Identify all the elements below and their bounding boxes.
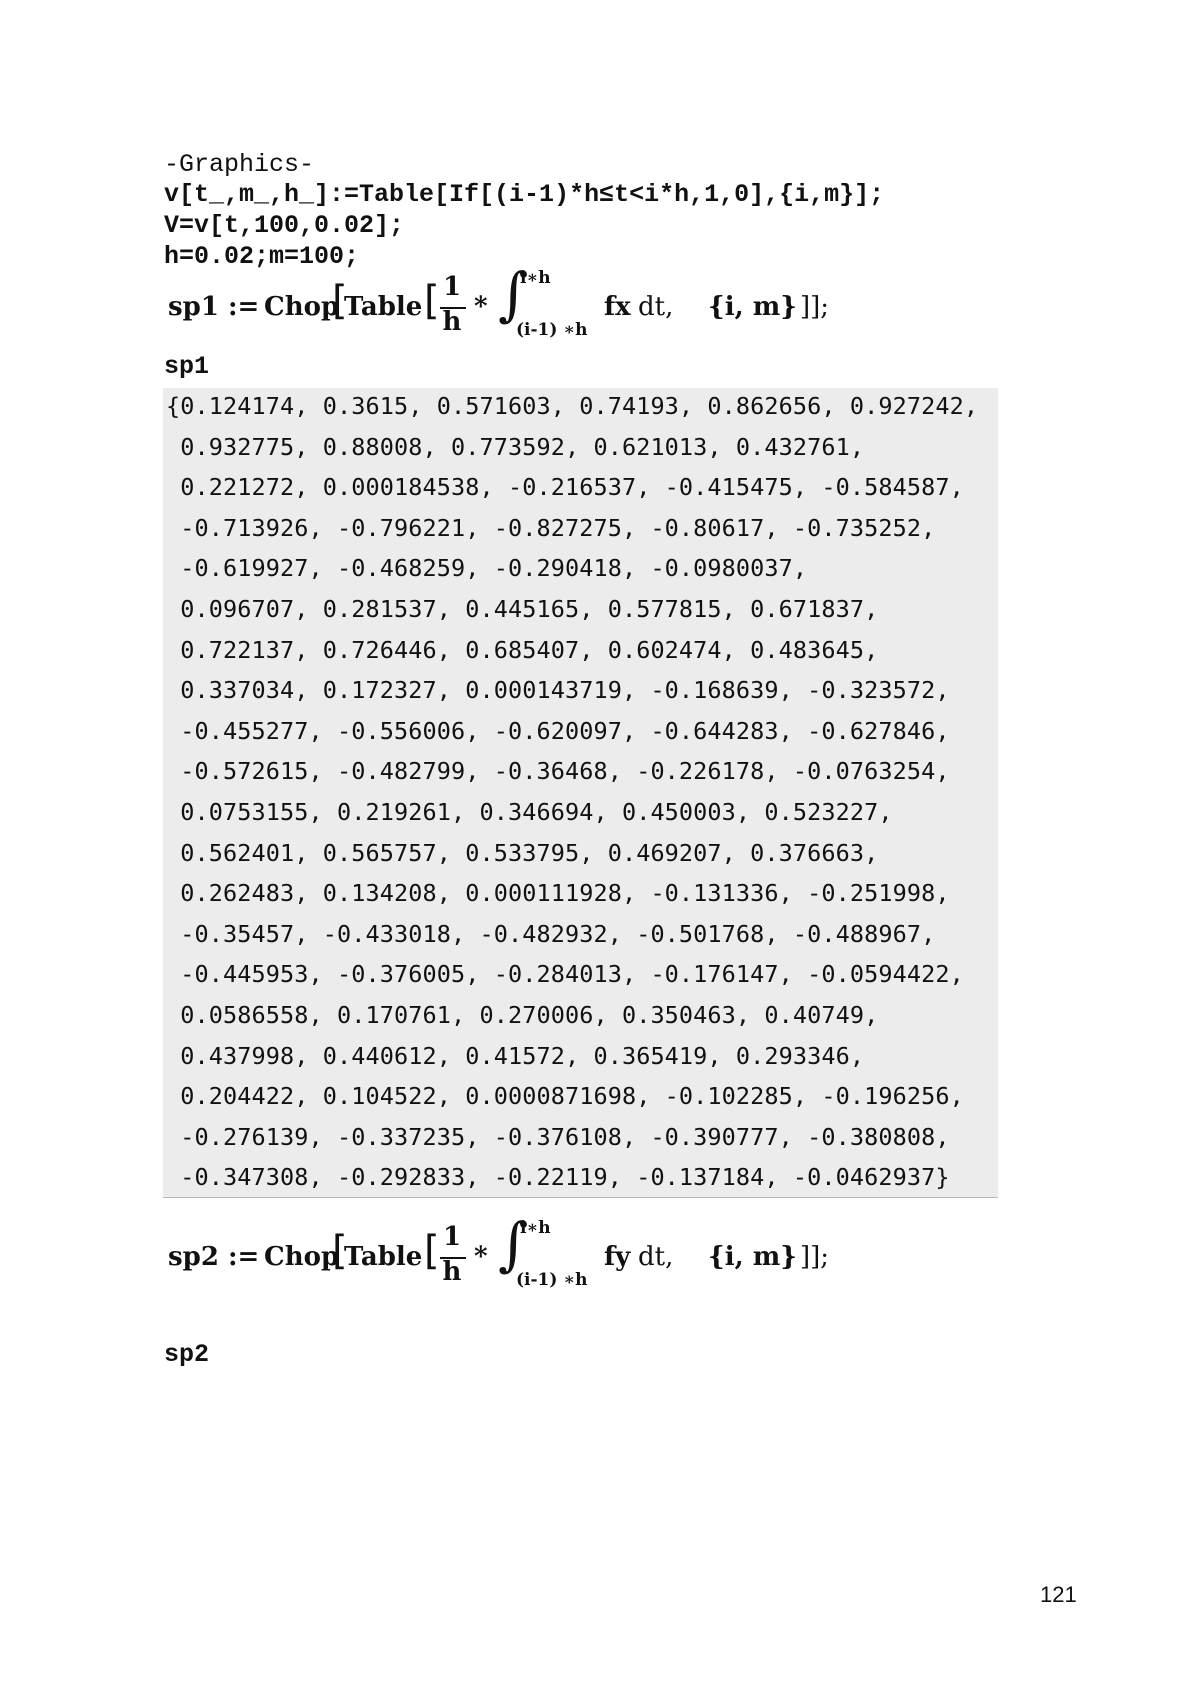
code-line-set-h-m: h=0.02;m=100; xyxy=(164,242,360,271)
integrand-fx: fx xyxy=(604,292,631,322)
sp1-output-line: 0.204422, 0.104522, 0.0000871698, -0.102285, -0.196256, xyxy=(166,1082,964,1111)
chop-function: Chop xyxy=(264,292,340,322)
sp1-output-line: -0.445953, -0.376005, -0.284013, -0.176147, -0.0594422, xyxy=(166,960,964,989)
integral-lower-limit: (i-1) ∗h xyxy=(516,320,588,340)
sp1-output-line: -0.572615, -0.482799, -0.36468, -0.226178, -0.0763254, xyxy=(166,757,950,786)
chop-function: Chop xyxy=(264,1242,340,1272)
sp1-output-line: 0.0586558, 0.170761, 0.270006, 0.350463, 0.40749, xyxy=(166,1001,879,1029)
sp1-output-line: {0.124174, 0.3615, 0.571603, 0.74193, 0.862656, 0.927242, xyxy=(166,392,979,420)
sp1-output-line: 0.337034, 0.172327, 0.000143719, -0.168639, -0.323572, xyxy=(166,676,950,705)
page-number: 121 xyxy=(1040,1582,1077,1607)
sp1-output-line: -0.713926, -0.796221, -0.827275, -0.80617, -0.735252, xyxy=(166,513,936,542)
sp1-output-line: -0.455277, -0.556006, -0.620097, -0.644283, -0.627846, xyxy=(166,716,950,745)
sp1-output-line: -0.276139, -0.337235, -0.376108, -0.390777, -0.380808, xyxy=(166,1122,950,1151)
sp2-evaluation-label: sp2 xyxy=(164,1340,210,1369)
integral-lower-limit: (i-1) ∗h xyxy=(516,1270,588,1290)
sp2-definition-formula: sp2 := Chop [ Table [ 1 h * ∫ i∗h (i-1) ∗h fy dt, {i, m} ]]; xyxy=(168,1210,830,1290)
table-function: Table xyxy=(344,292,423,322)
sp2-lhs: sp2 := xyxy=(168,1242,260,1272)
graphics-output-marker: -Graphics- xyxy=(164,150,315,179)
sp1-output-cell xyxy=(163,388,998,1198)
integral-upper-limit: i∗h xyxy=(520,1218,551,1238)
sp1-output-line: 0.932775, 0.88008, 0.773592, 0.621013, 0.432761, xyxy=(166,432,865,461)
sp1-output-line: 0.262483, 0.134208, 0.000111928, -0.131336, -0.251998, xyxy=(166,879,950,908)
sp1-lhs: sp1 := xyxy=(168,292,260,322)
table-function: Table xyxy=(344,1242,423,1272)
integral-sign: ∫ xyxy=(498,1210,529,1278)
integral-upper-limit: i∗h xyxy=(520,268,551,288)
sp1-output-line: 0.0753155, 0.219261, 0.346694, 0.450003, 0.523227, xyxy=(166,798,893,826)
sp1-output-line: -0.35457, -0.433018, -0.482932, -0.501768, -0.488967, xyxy=(166,919,936,948)
sp1-output-line: 0.221272, 0.000184538, -0.216537, -0.415475, -0.584587, xyxy=(166,473,964,502)
sp1-output-line: 0.722137, 0.726446, 0.685407, 0.602474, 0.483645, xyxy=(166,635,879,664)
sp1-output-line: -0.619927, -0.468259, -0.290418, -0.0980037, xyxy=(166,554,808,583)
integrand-fy: fy xyxy=(604,1242,631,1272)
code-line-define-v: v[t_,m_,h_]:=Table[If[(i-1)*h≤t<i*h,1,0],{i,m}]; xyxy=(164,180,885,209)
sp1-definition-formula: sp1 := Chop [ Table [ 1 h * ∫ i∗h (i-1) ∗h fx dt, {i, m} ]]; xyxy=(168,260,830,340)
sp1-output-line: 0.562401, 0.565757, 0.533795, 0.469207, 0.376663, xyxy=(166,838,879,867)
sp1-output-line: 0.437998, 0.440612, 0.41572, 0.365419, 0.293346, xyxy=(166,1041,865,1070)
sp1-output-line: 0.096707, 0.281537, 0.445165, 0.577815, 0.671837, xyxy=(166,595,879,623)
sp1-evaluation-label: sp1 xyxy=(164,352,210,381)
code-line-assign-V: V=v[t,100,0.02]; xyxy=(164,211,405,240)
sp1-output-line: -0.347308, -0.292833, -0.22119, -0.137184, -0.0462937} xyxy=(166,1163,950,1192)
integral-sign: ∫ xyxy=(498,260,529,328)
